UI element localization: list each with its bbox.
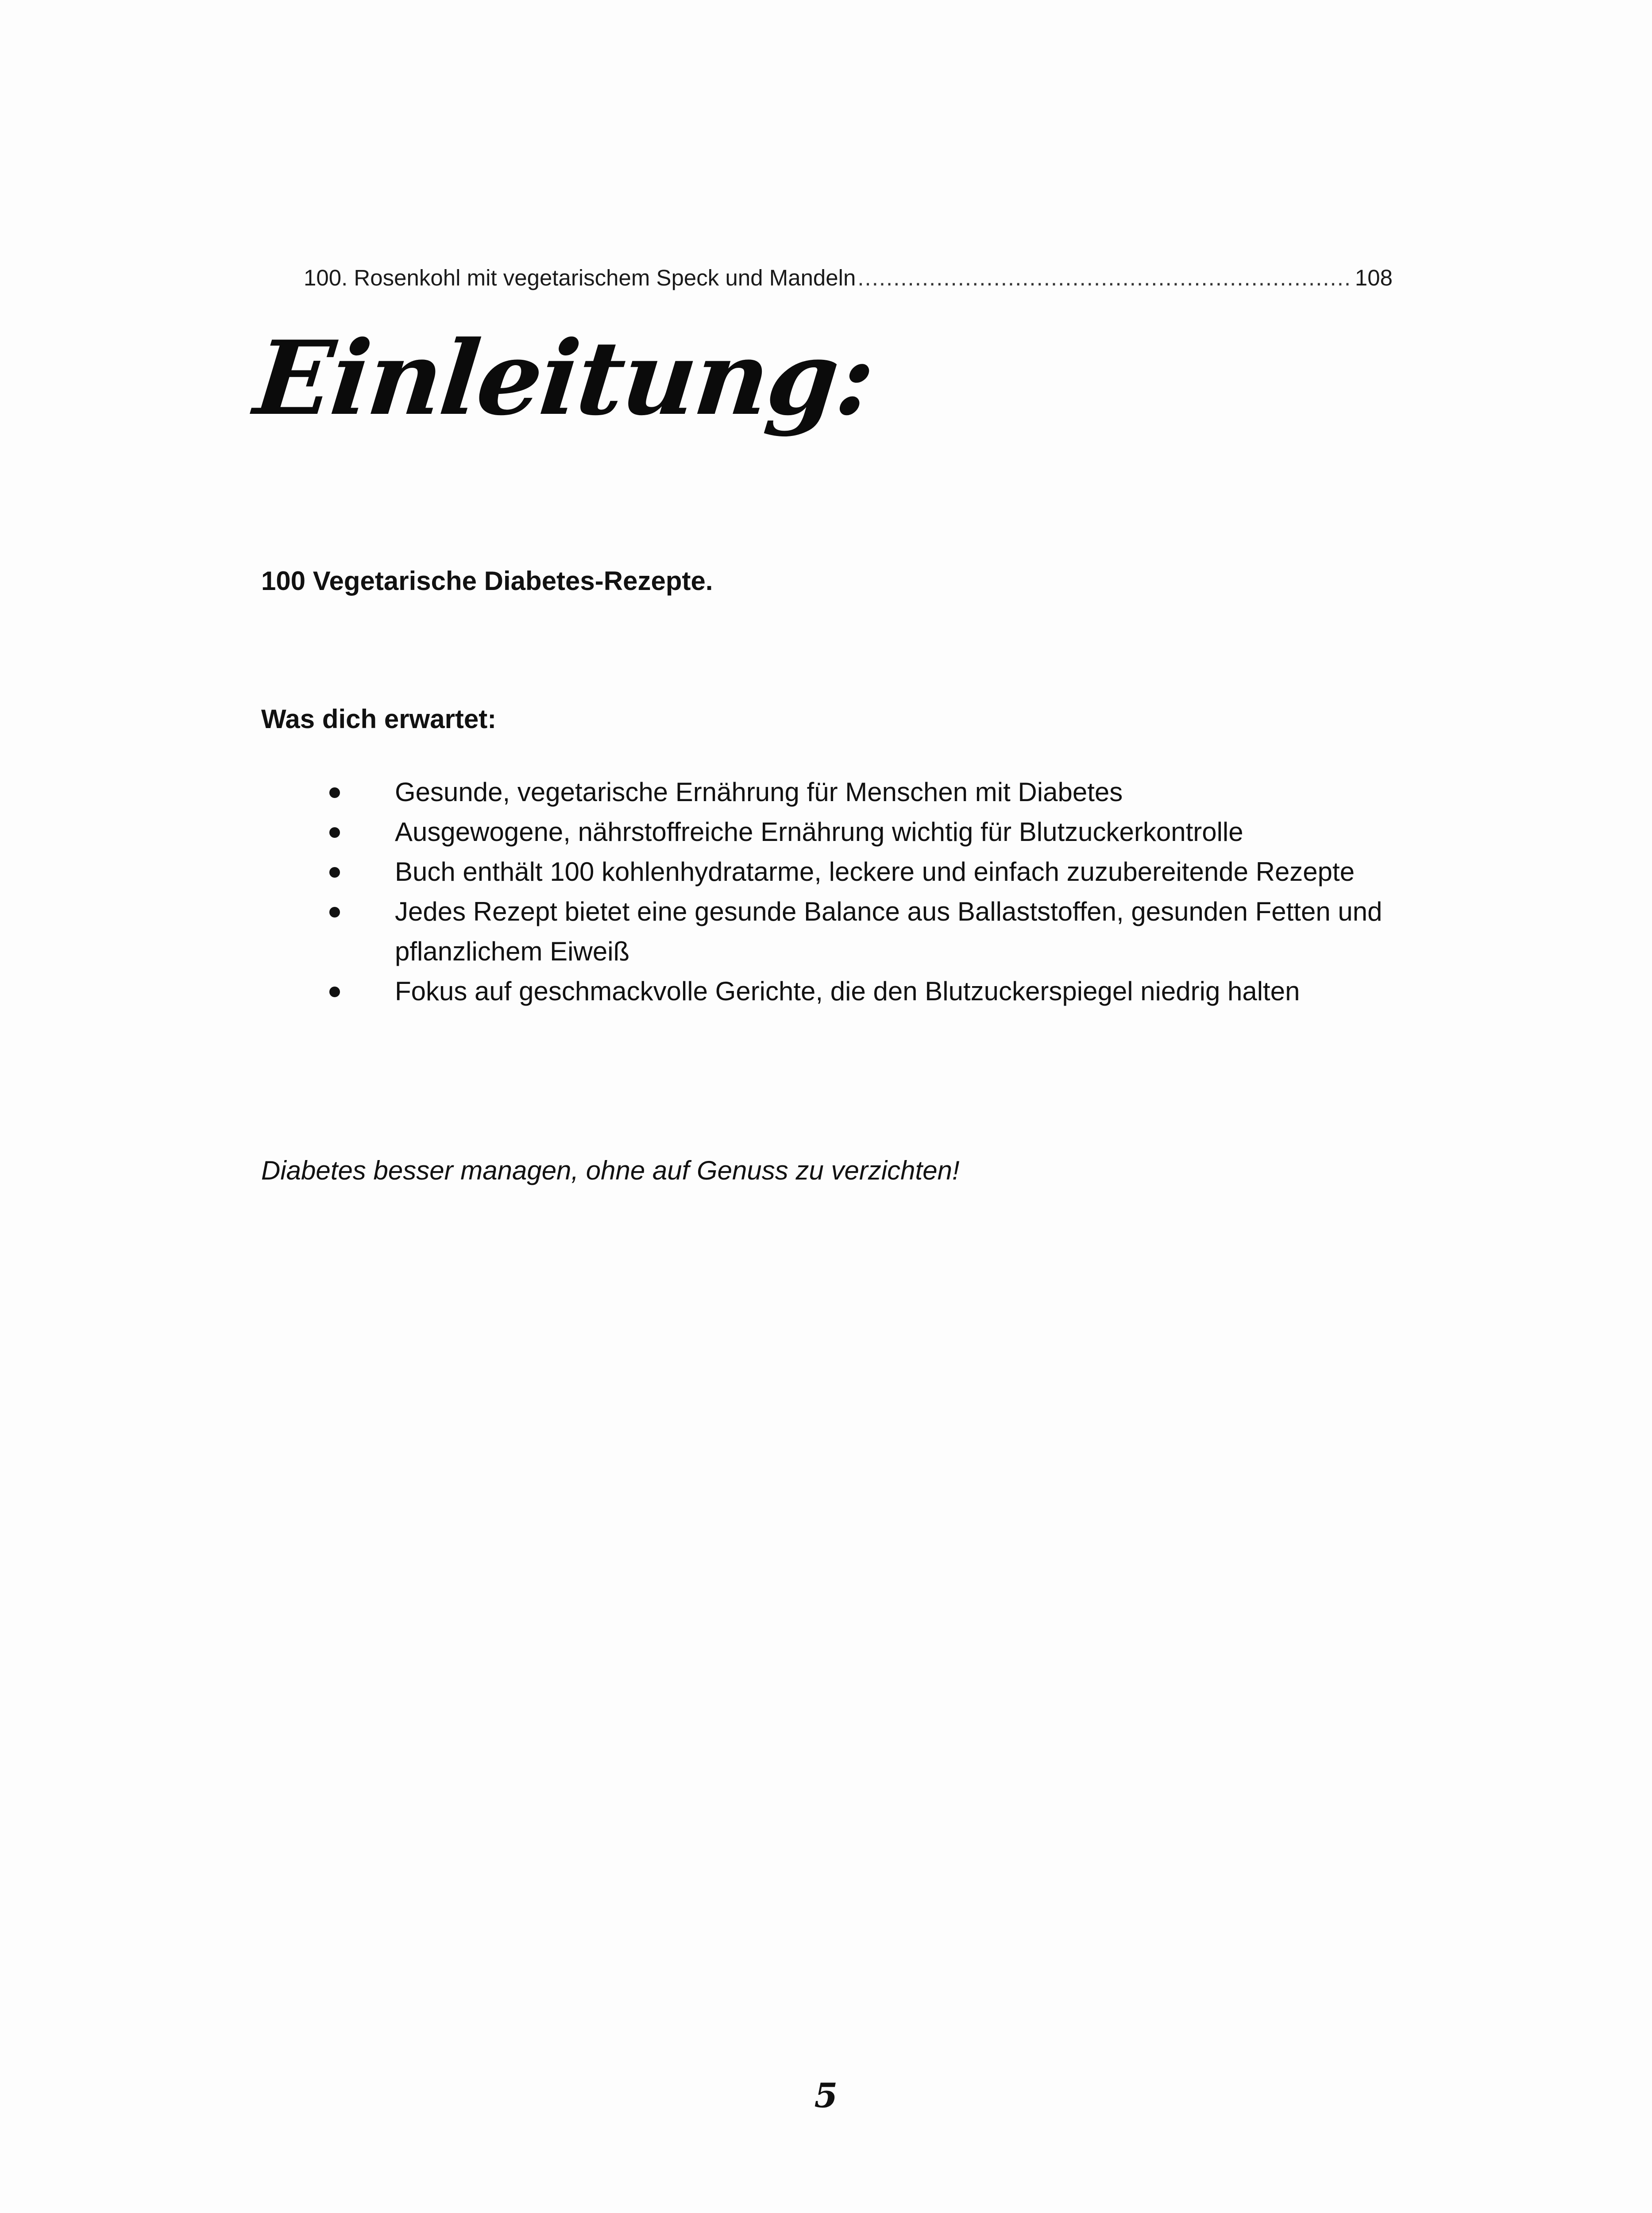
toc-leader-dots — [857, 265, 1353, 291]
expectations-list — [310, 772, 1417, 1011]
list-item-text: Ausgewogene, nährstoffreiche Ernährung wichtig für Blutzuckerkontrolle — [395, 817, 1243, 847]
list-item — [310, 972, 1417, 1011]
bullet-icon — [329, 867, 340, 878]
bullet-icon — [329, 987, 340, 997]
book-subtitle: 100 Vegetarische Diabetes-Rezepte. — [261, 566, 713, 596]
closing-tagline: Diabetes besser managen, ohne auf Genuss zu verzichten! — [261, 1156, 960, 1185]
bullet-icon — [329, 787, 340, 798]
toc-entry[interactable] — [304, 265, 1393, 291]
toc-entry-title: 100. Rosenkohl mit vegetarischem Speck und Mandeln — [304, 265, 856, 290]
list-item-text: Jedes Rezept bietet eine gesunde Balance aus Ballaststoffen, gesunden Fetten und pflanzlichem Eiweiß — [395, 897, 1382, 966]
list-item-text: Buch enthält 100 kohlenhydratarme, leckere und einfach zuzubereitende Rezepte — [395, 857, 1355, 887]
list-item — [310, 892, 1417, 972]
bullet-icon — [329, 827, 340, 838]
list-item-text: Fokus auf geschmackvolle Gerichte, die den Blutzuckerspiegel niedrig halten — [395, 976, 1300, 1006]
list-item — [310, 852, 1417, 892]
page-title: Einleitung: — [249, 319, 879, 438]
bullet-icon — [329, 907, 340, 918]
toc-entry-page: 108 — [1355, 265, 1393, 290]
list-item-text: Gesunde, vegetarische Ernährung für Menschen mit Diabetes — [395, 777, 1123, 807]
page-number: 5 — [814, 2076, 838, 2115]
expectations-label: Was dich erwartet: — [261, 704, 497, 734]
list-item — [310, 812, 1417, 852]
list-item — [310, 772, 1417, 812]
